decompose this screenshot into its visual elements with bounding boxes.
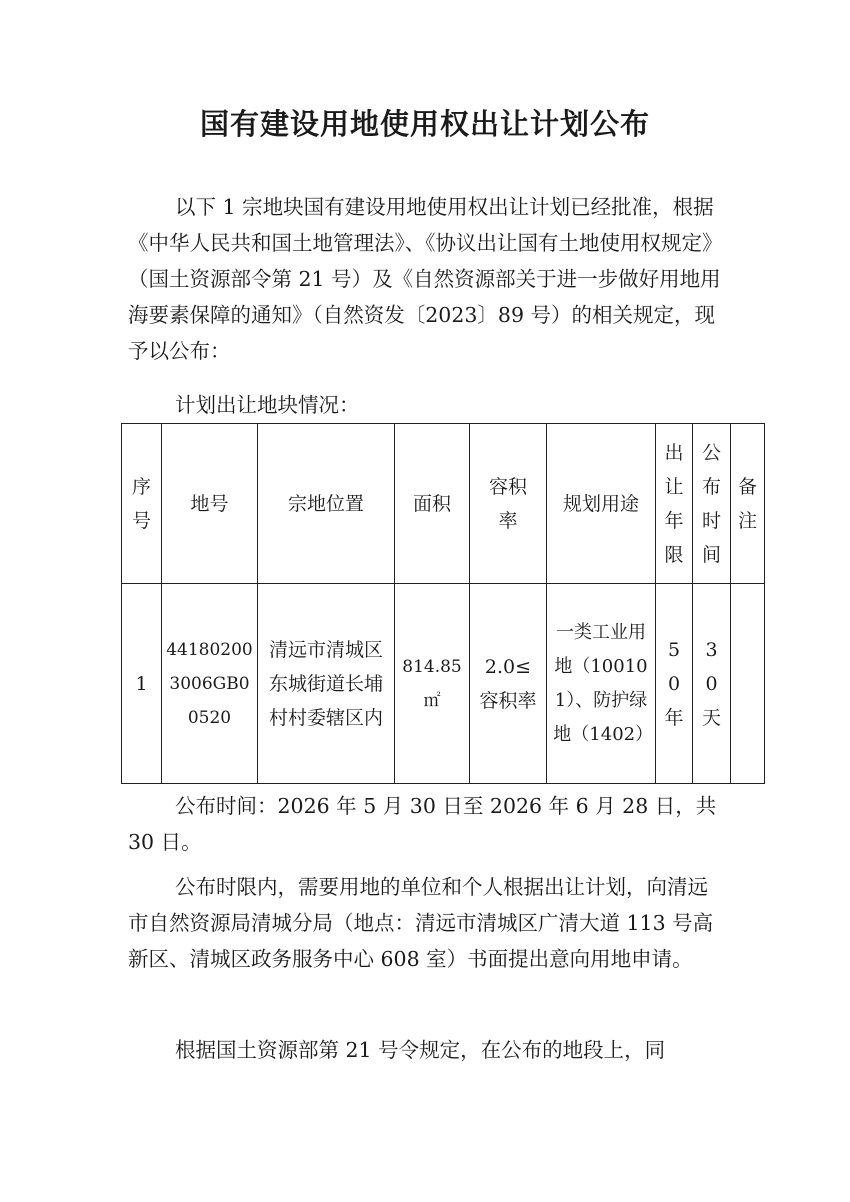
- cell-remarks: [731, 584, 765, 784]
- table-header-row: [122, 424, 765, 584]
- document-title: 国有建设用地使用权出让计划公布: [199, 107, 650, 141]
- header-plot-ratio: 容积率: [470, 424, 547, 584]
- header-area: 面积: [395, 424, 470, 584]
- cell-term: 50年: [656, 584, 693, 784]
- cell-location: 清远市清城区东城街道长埔村村委辖区内: [258, 584, 395, 784]
- header-term: 出让年限: [656, 424, 693, 584]
- publish-time-paragraph: 公布时间：2026 年 5 月 30 日至 2026 年 6 月 28 日，共 30 日。: [128, 794, 717, 854]
- table-intro: 计划出让地块情况：: [175, 393, 360, 417]
- application-paragraph: 公布时限内，需要用地的单位和个人根据出让计划，向清远市自然资源局清城分局（地点：清远市清城区广清大道 113 号高新区、清城区政务服务中心 608 室）书面提出意向用地申请。: [128, 875, 714, 971]
- header-parcel-no: 地号: [162, 424, 258, 584]
- land-plan-table: [121, 423, 765, 784]
- cell-usage: 一类工业用地（100101）、防护绿地（1402）: [547, 584, 656, 784]
- regulation-paragraph: 根据国土资源部第 21 号令规定，在公布的地段上，同: [175, 1038, 666, 1062]
- cell-seq: 1: [122, 584, 162, 784]
- header-location: 宗地位置: [258, 424, 395, 584]
- cell-publish-period: 30天: [693, 584, 731, 784]
- cell-area: 814.85㎡: [395, 584, 470, 784]
- cell-plot-ratio: 2.0≤容积率: [470, 584, 547, 784]
- header-usage: 规划用途: [547, 424, 656, 584]
- header-publish-period: 公布时间: [693, 424, 731, 584]
- table-row: [122, 584, 765, 784]
- header-remarks: 备注: [731, 424, 765, 584]
- cell-parcel-no: 441802003006GB00520: [162, 584, 258, 784]
- header-seq: 序号: [122, 424, 162, 584]
- intro-paragraph: 以下 1 宗地块国有建设用地使用权出让计划已经批准，根据《中华人民共和国土地管理法》、《协议出让国有土地使用权规定》（国土资源部令第 21 号）及《自然资源部关于进一步做好用地用海要素保障的通知》（自然资发〔2023〕89 号）的相关规定，现予以公布：: [128, 195, 723, 363]
